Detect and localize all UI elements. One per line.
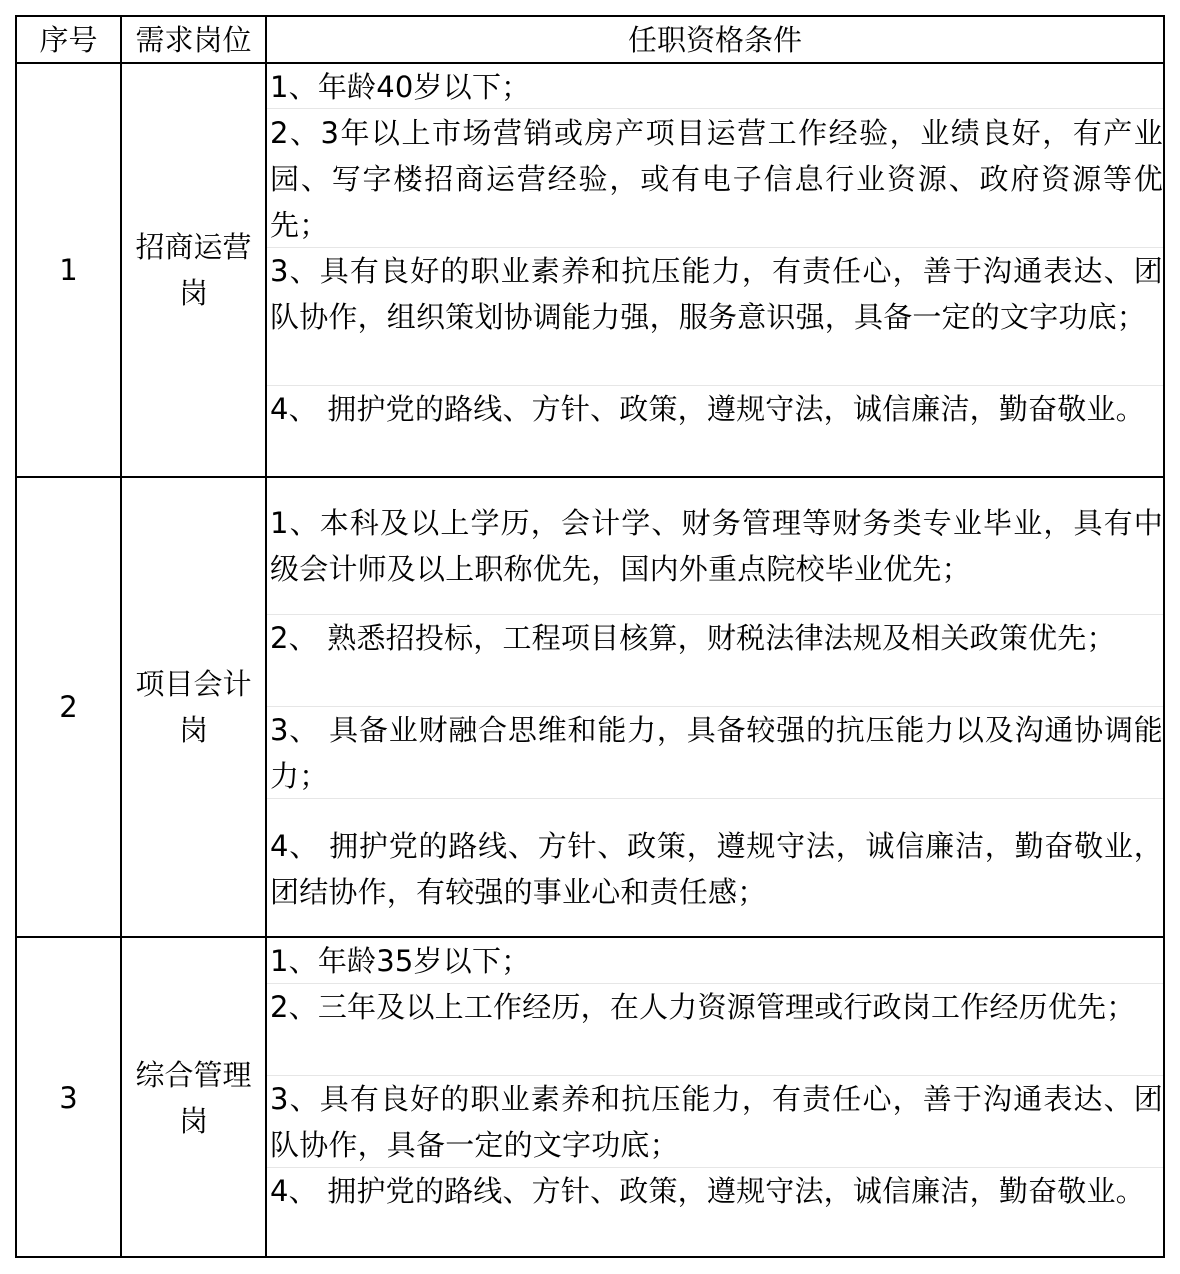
requirement-item: 3、具有良好的职业素养和抗压能力，有责任心，善于沟通表达、团队协作，组织策划协调能力强，服务意识强，具备一定的文字功底； xyxy=(270,254,1163,334)
row-index: 2 xyxy=(59,690,78,724)
column-divider xyxy=(265,17,267,1256)
job-requirements-table xyxy=(15,15,1165,1258)
requirement-item: 2、3年以上市场营销或房产项目运营工作经验，业绩良好，有产业园、写字楼招商运营经验，或有电子信息行业资源、政府资源等优先； xyxy=(270,116,1163,242)
requirement-item: 3、具有良好的职业素养和抗压能力，有责任心，善于沟通表达、团队协作，具备一定的文字功底； xyxy=(270,1082,1163,1162)
requirement-item: 1、年龄40岁以下； xyxy=(270,70,531,104)
row-position: 综合管理岗 xyxy=(135,1058,252,1138)
requirement-item: 1、本科及以上学历，会计学、财务管理等财务类专业毕业，具有中级会计师及以上职称优先，国内外重点院校毕业优先； xyxy=(270,506,1163,586)
header-requirements: 任职资格条件 xyxy=(627,22,802,57)
requirement-item: 4、 拥护党的路线、方针、政策，遵规守法，诚信廉洁，勤奋敬业，团结协作，有较强的事业心和责任感； xyxy=(270,829,1163,909)
requirement-item: 2、三年及以上工作经历，在人力资源管理或行政岗工作经历优先； xyxy=(270,990,1136,1024)
requirement-item: 4、 拥护党的路线、方针、政策，遵规守法，诚信廉洁，勤奋敬业。 xyxy=(270,1174,1145,1208)
header-index: 序号 xyxy=(39,22,98,57)
requirement-item: 4、 拥护党的路线、方针、政策，遵规守法，诚信廉洁，勤奋敬业。 xyxy=(270,392,1145,426)
requirement-item: 2、 熟悉招投标，工程项目核算，财税法律法规及相关政策优先； xyxy=(270,621,1116,655)
requirement-item: 3、 具备业财融合思维和能力，具备较强的抗压能力以及沟通协调能力； xyxy=(270,713,1163,793)
row-position: 项目会计岗 xyxy=(135,667,252,747)
requirement-item: 1、年龄35岁以下； xyxy=(270,944,531,978)
row-index: 1 xyxy=(59,253,78,287)
row-index: 3 xyxy=(59,1081,78,1115)
row-position: 招商运营岗 xyxy=(135,230,252,310)
header-position: 需求岗位 xyxy=(135,22,252,57)
